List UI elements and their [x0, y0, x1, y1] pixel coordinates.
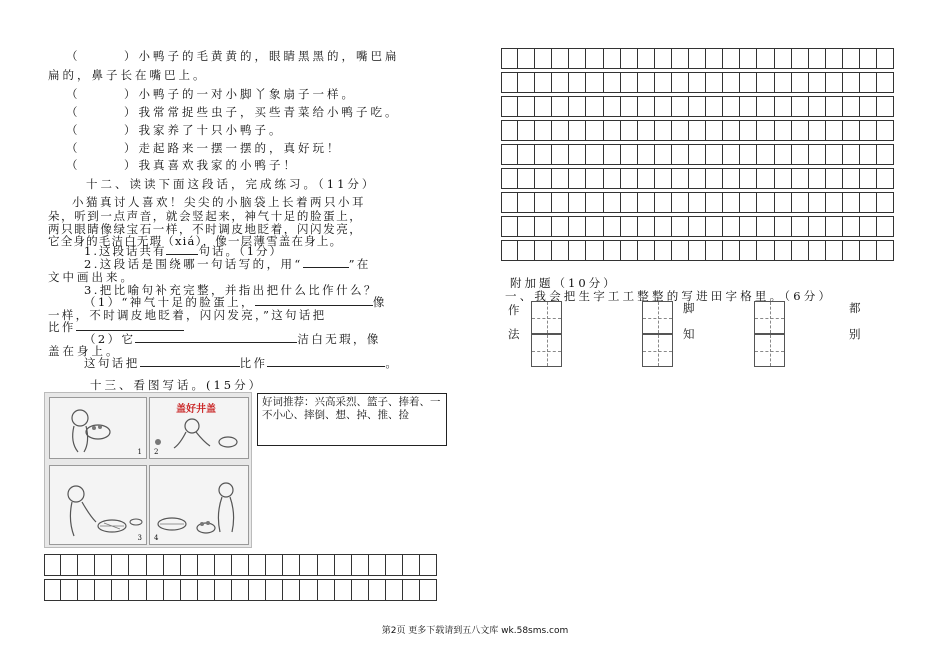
question-3-2-end: [84, 355, 399, 371]
writing-cell[interactable]: [689, 193, 706, 212]
writing-cell[interactable]: [775, 121, 792, 140]
writing-cell[interactable]: [843, 73, 860, 92]
writing-cell[interactable]: [809, 73, 826, 92]
writing-cell[interactable]: [655, 97, 672, 116]
writing-cell[interactable]: [775, 73, 792, 92]
writing-cell[interactable]: [689, 73, 706, 92]
writing-cell[interactable]: [586, 169, 603, 188]
left-writing-row-1[interactable]: [44, 554, 437, 576]
writing-cell[interactable]: [501, 121, 518, 140]
writing-cell[interactable]: [723, 241, 740, 260]
q3-2-blank-3[interactable]: [267, 356, 385, 367]
q2-text-a: 2.这段话是围绕哪一句话写的，用“: [84, 257, 303, 271]
writing-cell[interactable]: [518, 217, 535, 236]
writing-cell[interactable]: [689, 49, 706, 68]
writing-cell[interactable]: [689, 241, 706, 260]
writing-cell[interactable]: [621, 241, 638, 260]
writing-cell[interactable]: [518, 73, 535, 92]
writing-cell[interactable]: [757, 241, 774, 260]
writing-cell[interactable]: [843, 49, 860, 68]
writing-cell[interactable]: [672, 241, 689, 260]
order-line-6: （ ）走起路来一摆一摆的，真好玩！: [66, 141, 342, 155]
tianzige-box-4[interactable]: [642, 334, 673, 367]
writing-cell[interactable]: [877, 241, 894, 260]
writing-cell[interactable]: [586, 241, 603, 260]
right-writing-row[interactable]: [501, 120, 894, 141]
writing-cell[interactable]: [672, 217, 689, 236]
writing-cell[interactable]: [655, 241, 672, 260]
picture-panel-4: [149, 465, 249, 545]
writing-cell[interactable]: [877, 97, 894, 116]
writing-cell[interactable]: [843, 169, 860, 188]
question-3-2-cont: 盖在身上。: [48, 344, 121, 358]
order-line-3: （ ）小鸭子的一对小脚丫象扇子一样。: [66, 87, 356, 101]
writing-cell[interactable]: [723, 97, 740, 116]
writing-cell[interactable]: [604, 145, 621, 164]
writing-cell[interactable]: [552, 217, 569, 236]
writing-cell[interactable]: [569, 97, 586, 116]
writing-cell[interactable]: [809, 169, 826, 188]
writing-cell[interactable]: [792, 121, 809, 140]
panel-number-2: 2: [154, 448, 159, 456]
writing-cell[interactable]: [569, 169, 586, 188]
writing-cell[interactable]: [706, 193, 723, 212]
panel-number-1: 1: [137, 448, 142, 456]
writing-cell[interactable]: [501, 73, 518, 92]
writing-cell[interactable]: [655, 121, 672, 140]
writing-cell[interactable]: [706, 145, 723, 164]
writing-cell[interactable]: [501, 169, 518, 188]
q3-2-text-f: 。: [385, 356, 400, 370]
writing-cell[interactable]: [706, 97, 723, 116]
passage-line-4: 它全身的毛洁白无瑕（xiá），像一层薄雪盖在身上。: [48, 234, 343, 248]
q3-1-blank-3[interactable]: [76, 320, 184, 331]
writing-cell[interactable]: [535, 73, 552, 92]
monkey-pushing-cover-icon: [50, 466, 146, 544]
writing-cell[interactable]: [877, 193, 894, 212]
monkey-carrying-basket-icon: [50, 398, 146, 458]
writing-cell[interactable]: [569, 241, 586, 260]
writing-cell[interactable]: [877, 169, 894, 188]
writing-cell[interactable]: [518, 49, 535, 68]
order-line-1: （ ）小鸭子的毛黄黄的，眼睛黑黑的，嘴巴扁: [66, 49, 400, 63]
tianzige-box-1[interactable]: [531, 301, 562, 334]
writing-cell[interactable]: [877, 73, 894, 92]
writing-cell[interactable]: [826, 193, 843, 212]
writing-cell[interactable]: [689, 217, 706, 236]
writing-cell[interactable]: [535, 145, 552, 164]
writing-cell[interactable]: [860, 97, 877, 116]
right-writing-row[interactable]: [501, 168, 894, 189]
writing-cell[interactable]: [638, 73, 655, 92]
writing-cell[interactable]: [501, 241, 518, 260]
writing-cell[interactable]: [655, 193, 672, 212]
writing-cell[interactable]: [586, 193, 603, 212]
writing-cell[interactable]: [569, 121, 586, 140]
writing-cell[interactable]: [740, 73, 757, 92]
writing-cell[interactable]: [604, 97, 621, 116]
char-fa: 法: [508, 327, 520, 341]
writing-cell[interactable]: [775, 169, 792, 188]
char-jiao: 脚: [683, 301, 695, 315]
writing-cell[interactable]: [535, 121, 552, 140]
writing-cell[interactable]: [552, 49, 569, 68]
left-writing-row-2[interactable]: [44, 579, 437, 601]
order-line-5: （ ）我家养了十只小鸭子。: [66, 123, 284, 137]
writing-cell[interactable]: [775, 241, 792, 260]
writing-cell[interactable]: [757, 169, 774, 188]
writing-cell[interactable]: [569, 73, 586, 92]
right-writing-row[interactable]: [501, 72, 894, 93]
writing-cell[interactable]: [809, 145, 826, 164]
q3-2-text-a: （2）它: [84, 332, 136, 346]
writing-cell[interactable]: [723, 169, 740, 188]
writing-cell[interactable]: [706, 241, 723, 260]
order-line-7: （ ）我真喜欢我家的小鸭子！: [66, 158, 298, 172]
writing-cell[interactable]: [621, 169, 638, 188]
writing-cell[interactable]: [501, 217, 518, 236]
writing-cell[interactable]: [604, 241, 621, 260]
writing-cell[interactable]: [604, 193, 621, 212]
writing-cell[interactable]: [775, 49, 792, 68]
question-2-cont: 文中画出来。: [48, 270, 135, 284]
recommended-words-box: [257, 393, 447, 446]
writing-cell[interactable]: [621, 217, 638, 236]
writing-cell[interactable]: [860, 193, 877, 212]
writing-cell[interactable]: [877, 217, 894, 236]
writing-cell[interactable]: [757, 121, 774, 140]
writing-cell[interactable]: [706, 169, 723, 188]
writing-cell[interactable]: [757, 49, 774, 68]
writing-cell[interactable]: [689, 145, 706, 164]
writing-cell[interactable]: [689, 97, 706, 116]
writing-cell[interactable]: [604, 49, 621, 68]
writing-cell[interactable]: [826, 121, 843, 140]
writing-cell[interactable]: [501, 97, 518, 116]
writing-cell[interactable]: [689, 169, 706, 188]
writing-cell[interactable]: [552, 241, 569, 260]
writing-cell[interactable]: [740, 169, 757, 188]
writing-cell[interactable]: [826, 241, 843, 260]
writing-cell[interactable]: [809, 217, 826, 236]
writing-cell[interactable]: [843, 241, 860, 260]
writing-cell[interactable]: [809, 241, 826, 260]
writing-cell[interactable]: [535, 97, 552, 116]
writing-cell[interactable]: [757, 217, 774, 236]
writing-cell[interactable]: [672, 97, 689, 116]
q3-1-text-d: 比作: [48, 320, 76, 334]
question-3: 3.把比喻句补充完整，并指出把什么比作什么？: [84, 283, 378, 297]
writing-cell[interactable]: [792, 97, 809, 116]
writing-cell[interactable]: [689, 121, 706, 140]
writing-cell[interactable]: [638, 121, 655, 140]
writing-cell[interactable]: [638, 145, 655, 164]
writing-cell[interactable]: [586, 217, 603, 236]
tianzige-box-6[interactable]: [754, 334, 785, 367]
writing-cell[interactable]: [706, 217, 723, 236]
writing-cell[interactable]: [518, 193, 535, 212]
order-line-4: （ ）我常常捉些虫子，买些青菜给小鸭子吃。: [66, 105, 400, 119]
right-writing-row[interactable]: [501, 48, 894, 69]
writing-cell[interactable]: [723, 121, 740, 140]
writing-cell[interactable]: [552, 121, 569, 140]
order-line-2: 扁的，鼻子长在嘴巴上。: [48, 68, 208, 82]
writing-cell[interactable]: [723, 217, 740, 236]
writing-cell[interactable]: [843, 217, 860, 236]
writing-cell[interactable]: [826, 217, 843, 236]
passage-line-3: 两只眼睛像绿宝石一样，不时调皮地眨着，闪闪发亮，: [48, 222, 363, 236]
writing-cell[interactable]: [638, 217, 655, 236]
writing-cell[interactable]: [621, 121, 638, 140]
writing-cell[interactable]: [638, 169, 655, 188]
q1-text-a: 1.这段话共有: [84, 244, 167, 258]
writing-cell[interactable]: [552, 145, 569, 164]
writing-cell[interactable]: [809, 49, 826, 68]
picture-panel-3: [49, 465, 147, 545]
writing-cell[interactable]: [877, 145, 894, 164]
writing-cell[interactable]: [706, 73, 723, 92]
writing-cell[interactable]: [569, 49, 586, 68]
writing-cell[interactable]: [604, 73, 621, 92]
question-3-1-cont: 一样，不时调皮地眨着，闪闪发亮，”这句话把: [48, 308, 327, 322]
writing-cell[interactable]: [843, 193, 860, 212]
writing-cell[interactable]: [518, 169, 535, 188]
q2-blank[interactable]: [303, 257, 349, 268]
char-zhi: 知: [683, 327, 695, 341]
writing-cell[interactable]: [757, 73, 774, 92]
writing-cell[interactable]: [740, 121, 757, 140]
picture-title: 盖好井盖: [176, 404, 216, 415]
writing-cell[interactable]: [877, 121, 894, 140]
tianzige-box-2[interactable]: [531, 334, 562, 367]
writing-cell[interactable]: [586, 145, 603, 164]
writing-cell[interactable]: [740, 145, 757, 164]
writing-cell[interactable]: [860, 121, 877, 140]
writing-cell[interactable]: [638, 241, 655, 260]
writing-cell[interactable]: [604, 217, 621, 236]
right-writing-row[interactable]: [501, 192, 894, 213]
writing-cell[interactable]: [809, 97, 826, 116]
writing-cell[interactable]: [792, 145, 809, 164]
writing-cell[interactable]: [860, 49, 877, 68]
writing-cell[interactable]: [740, 97, 757, 116]
writing-cell[interactable]: [552, 73, 569, 92]
page-footer: 第2页 更多下载请到五八文库 wk.58sms.com: [381, 626, 569, 636]
q3-1-blank-1[interactable]: [255, 295, 373, 306]
q3-2-blank-2[interactable]: [140, 356, 240, 367]
q3-2-text-b: 洁白无瑕，像: [297, 332, 381, 346]
tianzige-box-3[interactable]: [642, 301, 673, 334]
writing-cell[interactable]: [604, 169, 621, 188]
right-writing-row[interactable]: [501, 144, 894, 165]
writing-cell[interactable]: [621, 49, 638, 68]
writing-cell[interactable]: [826, 73, 843, 92]
writing-cell[interactable]: [501, 193, 518, 212]
writing-cell[interactable]: [757, 145, 774, 164]
writing-cell[interactable]: [826, 145, 843, 164]
writing-cell[interactable]: [586, 49, 603, 68]
writing-cell[interactable]: [775, 97, 792, 116]
writing-cell[interactable]: [792, 49, 809, 68]
writing-cell[interactable]: [723, 49, 740, 68]
writing-cell[interactable]: [826, 49, 843, 68]
right-writing-row[interactable]: [501, 240, 894, 261]
writing-cell[interactable]: [535, 217, 552, 236]
writing-cell[interactable]: [638, 193, 655, 212]
writing-cell[interactable]: [740, 241, 757, 260]
writing-cell[interactable]: [740, 49, 757, 68]
writing-cell[interactable]: [809, 193, 826, 212]
writing-cell[interactable]: [723, 145, 740, 164]
writing-cell[interactable]: [552, 169, 569, 188]
writing-cell[interactable]: [518, 97, 535, 116]
writing-cell[interactable]: [672, 193, 689, 212]
writing-cell[interactable]: [604, 121, 621, 140]
tianzige-box-5[interactable]: [754, 301, 785, 334]
writing-cell[interactable]: [655, 145, 672, 164]
writing-cell[interactable]: [792, 193, 809, 212]
writing-cell[interactable]: [843, 145, 860, 164]
writing-cell[interactable]: [843, 121, 860, 140]
char-bie: 别: [849, 327, 861, 341]
passage-line-2: 朵，听到一点声音，就会竖起来，神气十足的脸蛋上，: [48, 209, 363, 223]
writing-cell[interactable]: [655, 73, 672, 92]
q1-text-b: 句话。（1分）: [198, 244, 284, 258]
writing-cell[interactable]: [569, 193, 586, 212]
writing-cell[interactable]: [860, 169, 877, 188]
q3-1-text-b: 像: [372, 295, 387, 309]
q3-2-text-d: 这句话把: [84, 356, 140, 370]
writing-cell[interactable]: [655, 49, 672, 68]
writing-cell[interactable]: [826, 97, 843, 116]
writing-cell[interactable]: [809, 121, 826, 140]
section-12-title: 十二、读读下面这段话，完成练习。（11分）: [86, 177, 377, 191]
writing-cell[interactable]: [740, 217, 757, 236]
writing-cell[interactable]: [775, 217, 792, 236]
writing-cell[interactable]: [586, 97, 603, 116]
writing-cell[interactable]: [672, 73, 689, 92]
writing-cell[interactable]: [672, 145, 689, 164]
writing-cell[interactable]: [655, 169, 672, 188]
panel-number-4: 4: [154, 534, 159, 542]
writing-cell[interactable]: [775, 193, 792, 212]
writing-cell[interactable]: [740, 193, 757, 212]
writing-cell[interactable]: [860, 145, 877, 164]
writing-cell[interactable]: [792, 217, 809, 236]
writing-cell[interactable]: [860, 217, 877, 236]
bonus-title: 附加题（10分）: [510, 276, 618, 290]
writing-cell[interactable]: [723, 73, 740, 92]
writing-cell[interactable]: [826, 169, 843, 188]
writing-cell[interactable]: [621, 193, 638, 212]
writing-cell[interactable]: [586, 121, 603, 140]
writing-cell[interactable]: [535, 241, 552, 260]
writing-cell[interactable]: [757, 97, 774, 116]
writing-cell[interactable]: [621, 73, 638, 92]
q3-2-blank-1[interactable]: [135, 332, 297, 343]
writing-cell[interactable]: [792, 169, 809, 188]
writing-cell[interactable]: [518, 121, 535, 140]
writing-cell[interactable]: [672, 169, 689, 188]
bonus-question-1: 一、我会把生字工工整整的写进田字格里。（6分）: [505, 289, 834, 303]
q2-text-b: ”在: [348, 257, 371, 271]
q1-blank[interactable]: [166, 244, 198, 255]
writing-cell[interactable]: [586, 73, 603, 92]
writing-cell[interactable]: [757, 193, 774, 212]
q3-1-text-a: （1）“神气十足的脸蛋上，: [84, 295, 255, 309]
monkey-picking-peaches-icon: [150, 466, 248, 544]
writing-cell[interactable]: [552, 97, 569, 116]
recommended-words-text: 好词推荐：兴高采烈、篮子、捧着、一不小心、摔倒、想、掉、推、捡: [262, 396, 441, 421]
writing-cell[interactable]: [569, 145, 586, 164]
writing-cell[interactable]: [672, 49, 689, 68]
writing-cell[interactable]: [518, 145, 535, 164]
right-writing-row[interactable]: [501, 96, 894, 117]
writing-cell[interactable]: [621, 145, 638, 164]
writing-cell[interactable]: [723, 193, 740, 212]
writing-cell[interactable]: [706, 49, 723, 68]
picture-story: [44, 392, 252, 548]
writing-cell[interactable]: [843, 97, 860, 116]
picture-panel-1: [49, 397, 147, 459]
writing-cell[interactable]: [569, 217, 586, 236]
writing-cell[interactable]: [638, 49, 655, 68]
writing-cell[interactable]: [638, 97, 655, 116]
passage-line-1: 小猫真讨人喜欢！尖尖的小脑袋上长着两只小耳: [72, 195, 366, 209]
writing-cell[interactable]: [860, 73, 877, 92]
char-zuo: 作: [508, 303, 520, 317]
panel-number-3: 3: [137, 534, 142, 542]
writing-cell[interactable]: [860, 241, 877, 260]
writing-cell[interactable]: [655, 217, 672, 236]
question-3-2: [84, 331, 381, 347]
writing-cell[interactable]: [672, 121, 689, 140]
writing-cell[interactable]: [501, 145, 518, 164]
writing-cell[interactable]: [621, 97, 638, 116]
char-dou: 都: [849, 301, 861, 315]
writing-cell[interactable]: [792, 241, 809, 260]
writing-cell[interactable]: [501, 49, 518, 68]
section-13-title: 十三、看图写话。(15分）: [90, 378, 264, 392]
writing-cell[interactable]: [535, 49, 552, 68]
writing-cell[interactable]: [706, 121, 723, 140]
writing-cell[interactable]: [535, 193, 552, 212]
q3-2-text-e: 比作: [239, 356, 268, 370]
writing-cell[interactable]: [877, 49, 894, 68]
writing-cell[interactable]: [552, 193, 569, 212]
writing-cell[interactable]: [775, 145, 792, 164]
writing-cell[interactable]: [518, 241, 535, 260]
picture-panel-2: [149, 397, 249, 459]
writing-cell[interactable]: [535, 169, 552, 188]
right-writing-row[interactable]: [501, 216, 894, 237]
writing-cell[interactable]: [792, 73, 809, 92]
